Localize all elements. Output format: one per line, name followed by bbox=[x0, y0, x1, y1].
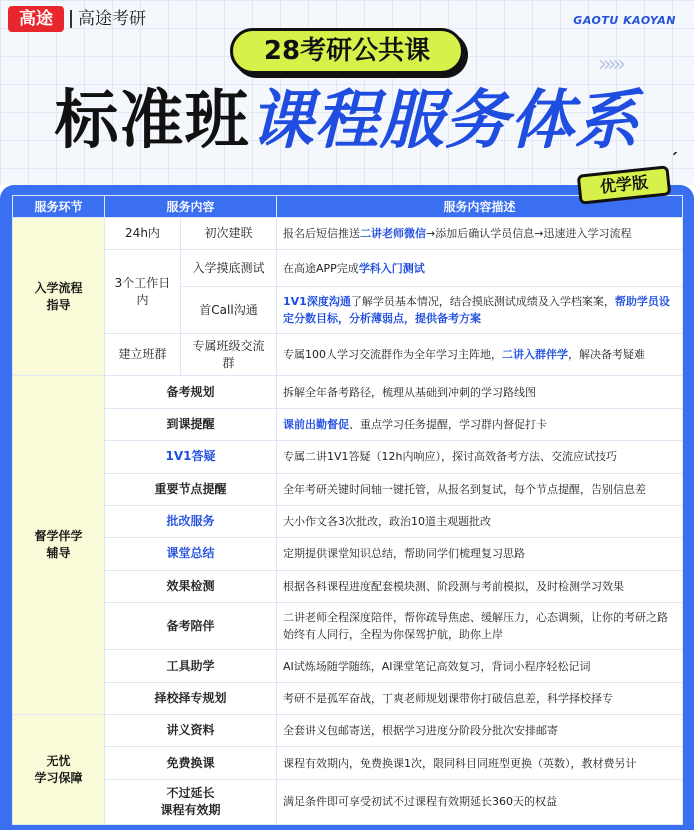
edition-badge: 优学版 bbox=[577, 165, 672, 204]
content-cell: 首Call沟通 bbox=[181, 287, 277, 334]
desc-text: 专属100人学习交流群作为全年学习主阵地， bbox=[283, 348, 503, 362]
description-cell: 全年考研关键时间轴一键托管，从报名到复试，每个节点提醒，告别信息差 bbox=[277, 473, 683, 505]
item-cell: 效果检测 bbox=[105, 570, 277, 602]
desc-text: 了解学员基本情况，结合摸底测试成绩及入学档案案， bbox=[350, 295, 615, 309]
description-cell bbox=[277, 287, 683, 334]
table-row bbox=[13, 779, 683, 824]
desc-highlight: 学科入门测试 bbox=[358, 261, 425, 275]
stage-label-line2: 学习保障 bbox=[34, 770, 83, 785]
description-cell: AI试炼场随学随练，AI课堂笔记高效复习，背词小程序轻松记词 bbox=[277, 650, 683, 682]
description-cell: 大小作文各3次批改，政治10道主观题批改 bbox=[277, 505, 683, 537]
item-cell: 到课提醒 bbox=[105, 408, 277, 440]
item-cell: 重要节点提醒 bbox=[105, 473, 277, 505]
desc-highlight: 帮助学员设定分数目标，分析薄弱点，提供备考方案 bbox=[283, 295, 670, 326]
item-cell: 备考规划 bbox=[105, 376, 277, 408]
time-cell: 建立班群 bbox=[105, 334, 181, 376]
stage-label-line2: 辅导 bbox=[46, 546, 71, 561]
item-cell: 课堂总结 bbox=[105, 538, 277, 570]
desc-highlight: 1V1深度沟通 bbox=[283, 295, 351, 309]
description-cell: 二讲老师全程深度陪伴，帮你疏导焦虑、缓解压力，心态调频，让你的考研之路始终有人同行，全程为你保驾护航，助你上岸 bbox=[277, 602, 683, 649]
description-cell bbox=[277, 250, 683, 287]
gaotu-logo: 高途 bbox=[8, 6, 64, 32]
subject-pill: 28考研公共课 bbox=[230, 28, 464, 74]
logo-divider bbox=[70, 10, 72, 28]
item-cell: 择校择专规划 bbox=[105, 682, 277, 714]
description-cell: 根据各科课程进度配套模块测、阶段测与考前模拟，及时检测学习效果 bbox=[277, 570, 683, 602]
description-cell: 考研不是孤军奋战，丁爽老师规划课带你打破信息差，科学择校择专 bbox=[277, 682, 683, 714]
desc-highlight: 二讲入群伴学 bbox=[502, 348, 569, 362]
stage-label-line1: 无忧 bbox=[46, 753, 71, 768]
description-cell bbox=[277, 334, 683, 376]
content-cell: 专属班级交流群 bbox=[181, 334, 277, 376]
table-row bbox=[13, 218, 683, 250]
desc-highlight: 课前出勤督促 bbox=[283, 418, 350, 431]
item-cell: 工具助学 bbox=[105, 650, 277, 682]
table-row bbox=[13, 250, 683, 287]
header bbox=[0, 0, 694, 185]
item-line1: 不过延长 bbox=[166, 785, 215, 800]
stage-label-line1: 督学伴学 bbox=[34, 529, 83, 544]
content-cell: 初次建联 bbox=[181, 218, 277, 250]
stage-enrollment bbox=[13, 218, 105, 376]
header-content: 服务内容 bbox=[105, 196, 277, 218]
header-stage: 服务环节 bbox=[13, 196, 105, 218]
table-row bbox=[13, 334, 683, 376]
table-row bbox=[13, 602, 683, 649]
table-row bbox=[13, 408, 683, 440]
content-cell: 入学摸底测试 bbox=[181, 250, 277, 287]
item-cell: 免费换课 bbox=[105, 747, 277, 779]
stage-label-line1: 入学流程 bbox=[34, 280, 83, 295]
service-table bbox=[12, 195, 683, 825]
table-row bbox=[13, 441, 683, 473]
title-black-part: 标准班 bbox=[54, 84, 250, 158]
table-row bbox=[13, 570, 683, 602]
header-description: 服务内容描述 bbox=[277, 196, 683, 218]
page-title bbox=[0, 80, 694, 162]
item-cell: 批改服务 bbox=[105, 505, 277, 537]
stage-label-line2: 指导 bbox=[46, 297, 71, 312]
table-row bbox=[13, 505, 683, 537]
description-cell: 定期提供课堂知识总结，帮助同学们梳理复习思路 bbox=[277, 538, 683, 570]
logo-text: 高途考研 bbox=[78, 9, 146, 29]
description-cell: 满足条件即可享受初试不过课程有效期延长360天的权益 bbox=[277, 779, 683, 824]
description-cell: 拆解全年备考路径，梳理从基础到冲刺的学习路线图 bbox=[277, 376, 683, 408]
desc-text: →添加后确认学员信息→迅速进入学习流程 bbox=[426, 227, 632, 241]
arrows-icon: ››››› bbox=[598, 52, 622, 77]
item-cell: 1V1答疑 bbox=[105, 441, 277, 473]
desc-text: ，解决备考疑难 bbox=[568, 348, 646, 362]
stage-guarantee bbox=[13, 715, 105, 825]
item-line2: 课程有效期 bbox=[160, 802, 221, 817]
table-row bbox=[13, 715, 683, 747]
description-cell: 全套讲义包邮寄送，根据学习进度分阶段分批次安排邮寄 bbox=[277, 715, 683, 747]
description-cell bbox=[277, 218, 683, 250]
description-cell bbox=[277, 408, 683, 440]
table-row bbox=[13, 376, 683, 408]
item-cell: 备考陪伴 bbox=[105, 602, 277, 649]
desc-text: 在高途APP完成 bbox=[283, 261, 359, 275]
title-blue-part: 课程服务体系 bbox=[249, 84, 640, 158]
time-cell: 24h内 bbox=[105, 218, 181, 250]
description-cell: 专属二讲1V1答疑（12h内响应），探讨高效备考方法、交流应试技巧 bbox=[277, 441, 683, 473]
desc-highlight: 二讲老师微信 bbox=[360, 227, 427, 241]
brand-english: GAOTU KAOYAN bbox=[573, 14, 676, 27]
table-row bbox=[13, 682, 683, 714]
table-row bbox=[13, 650, 683, 682]
table-row bbox=[13, 747, 683, 779]
item-cell bbox=[105, 779, 277, 824]
desc-text: 、重点学习任务提醒，学习群内督促打卡 bbox=[349, 418, 548, 431]
sparkle-icon: ˊ bbox=[670, 150, 678, 169]
table-row bbox=[13, 538, 683, 570]
stage-supervision bbox=[13, 376, 105, 715]
time-cell: 3个工作日内 bbox=[105, 250, 181, 334]
item-cell: 讲义资料 bbox=[105, 715, 277, 747]
desc-text: 报名后短信推送 bbox=[283, 227, 361, 241]
table-row bbox=[13, 473, 683, 505]
description-cell: 课程有效期内，免费换课1次，限同科目同班型更换（英数），教材费另计 bbox=[277, 747, 683, 779]
